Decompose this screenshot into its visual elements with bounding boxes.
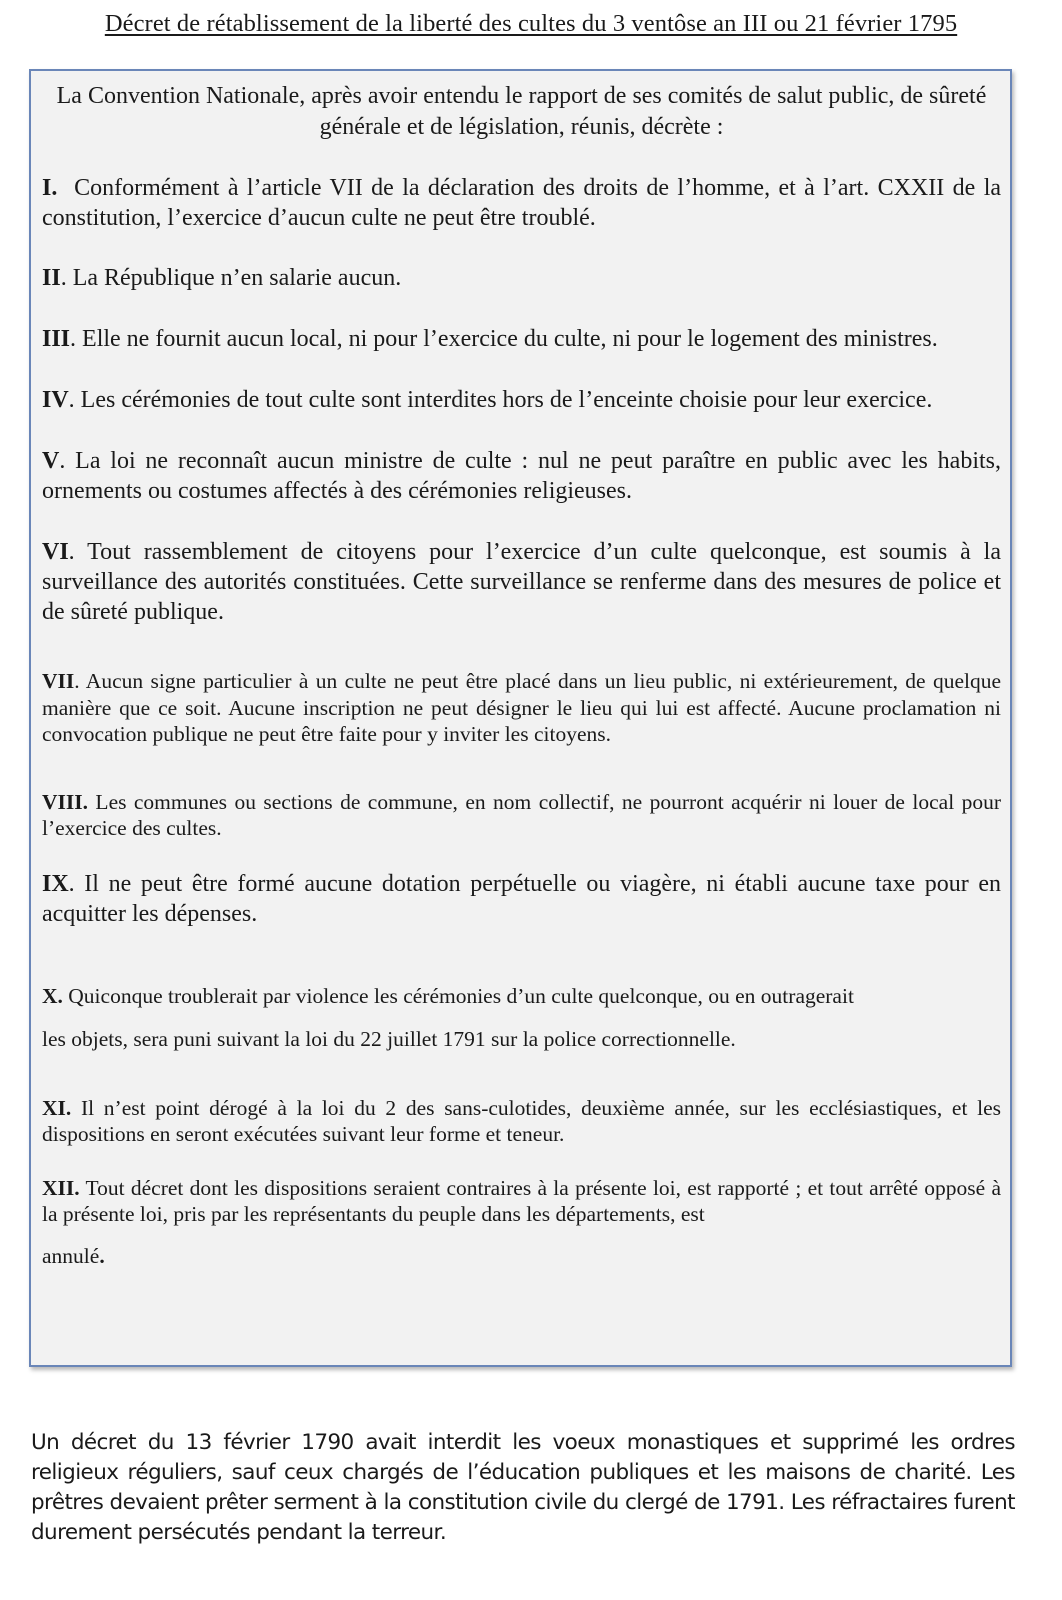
article-text-continued: les objets, sera puni suivant la loi du 22 juillet 1791 sur la police correctionnelle. [42,1026,736,1051]
article-number: VII [42,669,75,693]
article-number: IV [42,387,69,413]
article-number: VI [42,539,69,565]
article-text: . La République n’en salarie aucun. [60,265,402,291]
article-text: . Elle ne fournit aucun local, ni pour l’exercice du culte, ni pour le logement des ministres. [70,326,938,352]
article-text: Tout décret dont les dispositions seraient contraires à la présente loi, est rapporté ; et tout arrêté opposé à la présente loi, pris par les représentants du peuple dans les départements, est [42,1175,1001,1226]
article-1 [42,173,1001,233]
article-text-end: annulé. [42,1243,105,1268]
article-text: . Il ne peut être formé aucune dotation perpétuelle ou viagère, ni établi aucune taxe pour en acquitter les dépenses. [42,870,1001,927]
article-text: Les communes ou sections de commune, en nom collectif, ne pourront acquérir ni louer de local pour l’exercice des cultes. [42,789,1001,840]
article-12 [42,1175,1001,1270]
article-number: V [42,448,60,474]
article-number: IX [42,870,69,897]
article-number: X. [42,983,63,1008]
article-8 [42,789,1001,842]
page-title: Décret de rétablissement de la liberté des cultes du 3 ventôse an III ou 21 février 1795 [104,10,958,37]
decree-box [29,69,1012,1367]
article-number: II [42,265,61,291]
article-11 [42,1095,1001,1148]
article-text: . La loi ne reconnaît aucun ministre de culte : nul ne peut paraître en public avec les habits, ornements ou costumes affectés à des cérémonies religieuses. [42,448,1001,504]
article-5 [42,446,1001,506]
article-9 [42,869,1001,929]
article-3 [42,324,1001,354]
article-number: XI. [42,1095,72,1120]
article-text: Il n’est point dérogé à la loi du 2 des sans-culotides, deuxième année, sur les ecclésiastiques, et les dispositions en seront exécutées suivant leur forme et teneur. [42,1095,1001,1146]
article-number: VIII. [42,789,89,814]
article-text: . Aucun signe particulier à un culte ne peut être placé dans un lieu public, ni extérieurement, de quelque manière que ce soit. Aucune inscription ne peut désigner le lieu qui lui est affecté. Aucune proclamation ni convocation publique ne peut être faite pour y inviter les citoyens. [42,669,1001,746]
article-number: I. [42,175,58,201]
article-10 [42,975,1001,1061]
article-number: III [42,326,71,352]
article-2 [42,263,1001,293]
article-text: . Tout rassemblement de citoyens pour l’exercice d’un culte quelconque, est soumis à la surveillance des autorités constituées. Cette surveillance se renferme dans des mesures de police et de sûreté publique. [42,539,1001,625]
article-text: . Les cérémonies de tout culte sont interdites hors de l’enceinte choisie pour leur exercice. [68,387,933,413]
conclusion-paragraph: Un décret du 13 février 1790 avait interdit les voeux monastiques et supprimé les ordres religieux réguliers, sauf ceux chargés de l’éducation publiques et les maisons de charité. Les prêtres devaient prêter serment à la constitution civile du clergé de 1791. Les réfractaires furent durement persécutés pendant la terreur. [31,1430,1015,1545]
article-6 [42,537,1001,627]
article-text: Conformément à l’article VII de la déclaration des droits de l’homme, et à l’art. CXXII de la constitution, l’exercice d’aucun culte ne peut être troublé. [42,175,1002,231]
decree-preamble: La Convention Nationale, après avoir entendu le rapport de ses comités de salut public, de sûreté générale et de législation, réunis, décrète : [56,83,987,140]
article-7 [42,668,1001,748]
article-number: XII. [42,1175,80,1200]
article-4 [42,385,1001,415]
article-text: Quiconque troublerait par violence les cérémonies d’un culte quelconque, ou en outragerait [62,983,854,1008]
